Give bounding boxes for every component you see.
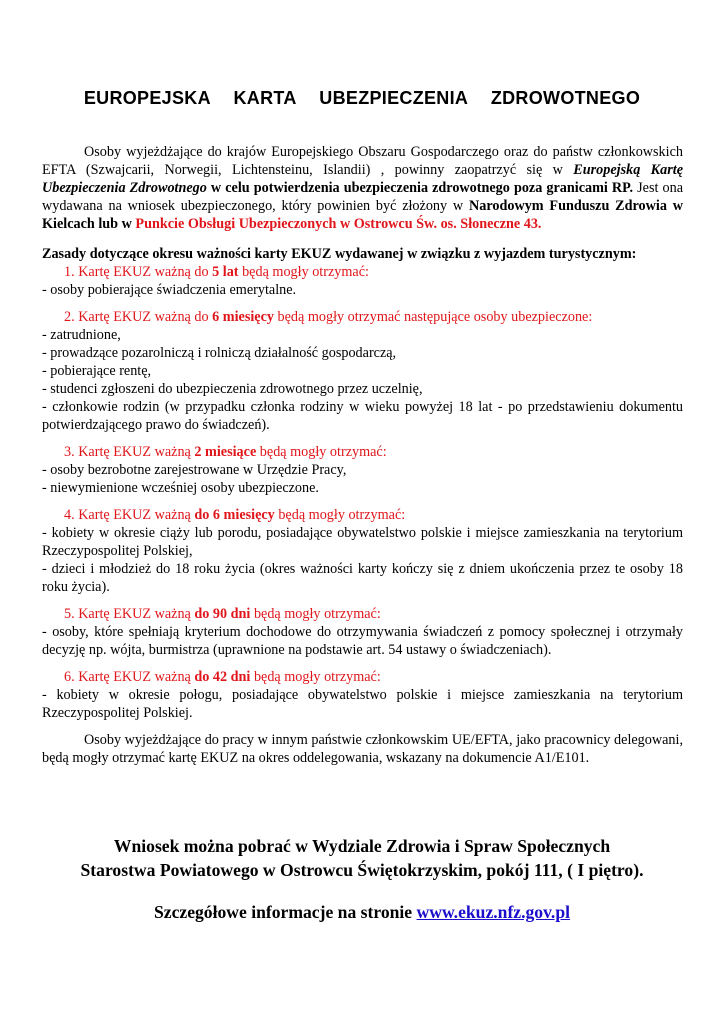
application-info <box>0 834 724 882</box>
rule-item-suffix: będą mogły otrzymać: <box>238 264 369 280</box>
rule-item-eligible-group: - prowadzące pozarolniczą i rolniczą działalność gospodarczą, <box>42 345 397 361</box>
rule-item <box>42 668 683 722</box>
intro-service-point: Punkcie Obsługi Ubezpieczonych w Ostrowcu Św. os. Słoneczne 43. <box>135 216 542 232</box>
intro-nfz-office: Narodowym Funduszu Zdrowia w Kielcach lub w <box>42 198 683 232</box>
intro-text-2: Jest ona wydawana na wniosek ubezpieczonego, który powinien być złożony w <box>42 180 684 214</box>
rule-item <box>42 605 683 659</box>
rule-item-period: do 42 dni <box>194 669 251 685</box>
rule-item-heading <box>42 308 683 326</box>
rule-item-prefix: 1. Kartę EKUZ ważną do <box>64 264 213 280</box>
rule-item-prefix: 2. Kartę EKUZ ważną do <box>64 309 213 325</box>
work-note: Osoby wyjeżdżające do pracy w innym państwie członkowskim UE/EFTA, jako pracownicy delegowani, będą mogły otrzymać kartę EKUZ na okres oddelegowania, wskazany na dokumencie A1/E101. <box>42 732 683 766</box>
rule-item-heading <box>42 263 683 281</box>
intro-text-1: Osoby wyjeżdżające do krajów Europejskiego Obszaru Gospodarczego oraz do państw członkowskich EFTA (Szwajcarii, Norwegii, Lichtensteinu, Islandii) , powinny zaopatrzyć się w <box>42 144 683 178</box>
rule-item-period: do 6 miesięcy <box>194 507 275 523</box>
rule-item-heading <box>42 668 683 686</box>
rule-item-period: 5 lat <box>212 264 239 280</box>
ekuz-website-link[interactable]: www.ekuz.nfz.gov.pl <box>416 902 571 922</box>
rule-item-prefix: 5. Kartę EKUZ ważną <box>64 606 195 622</box>
rule-item-period: do 90 dni <box>194 606 251 622</box>
rules-heading: Zasady dotyczące okresu ważności karty EKUZ wydawanej w związku z wyjazdem turystycznym: <box>42 246 637 262</box>
rule-item-prefix: 3. Kartę EKUZ ważną <box>64 444 195 460</box>
rule-item-eligible-group: - zatrudnione, <box>42 327 121 343</box>
rule-item-suffix: będą mogły otrzymać: <box>250 606 381 622</box>
rule-item-eligible-group: - studenci zgłoszeni do ubezpieczenia zdrowotnego przez uczelnię, <box>42 381 423 397</box>
application-info-line-2: Starostwa Powiatowego w Ostrowcu Świętokrzyskim, pokój 111, ( I piętro). <box>80 860 644 880</box>
rule-item-eligible-group: - pobierające rentę, <box>42 363 152 379</box>
rule-item-heading <box>42 506 683 524</box>
rule-item <box>42 263 683 299</box>
rule-item-suffix: będą mogły otrzymać: <box>274 507 406 523</box>
rule-item-eligible-group: - osoby pobierające świadczenia emerytalne. <box>42 282 297 298</box>
rule-item-eligible-group: - osoby bezrobotne zarejestrowane w Urzędzie Pracy, <box>42 462 347 478</box>
rule-item-eligible-group: - osoby, które spełniają kryterium dochodowe do otrzymywania świadczeń z pomocy społecznej i otrzymały decyzję np. wójta, burmistrza (uprawnione na podstawie art. 54 ustawy o świadczeniach). <box>42 624 683 658</box>
rule-item-eligible-group: - członkowie rodzin (w przypadku członka rodziny w wieku powyżej 18 lat - po przedstawieniu dokumentu potwierdzającego prawo do świadczeń). <box>42 399 683 433</box>
rule-item-eligible-group: - dzieci i młodzież do 18 roku życia (okres ważności karty kończy się z dniem ukończenia przez te osoby 18 roku życia). <box>42 561 683 595</box>
document-body <box>42 143 683 767</box>
rule-item-period: 6 miesięcy <box>212 309 274 325</box>
rule-item-suffix: będą mogły otrzymać następujące osoby ubezpieczone: <box>273 309 593 325</box>
rule-item-prefix: 4. Kartę EKUZ ważną <box>64 507 195 523</box>
document-title: EUROPEJSKA KARTA UBEZPIECZENIA ZDROWOTNEGO <box>83 88 641 108</box>
rule-item-suffix: będą mogły otrzymać: <box>256 444 387 460</box>
rule-item-prefix: 6. Kartę EKUZ ważną <box>64 669 195 685</box>
intro-card-name: Europejską Kartę Ubezpieczenia Zdrowotnego <box>42 162 684 196</box>
rule-item-heading <box>42 443 683 461</box>
rule-item-eligible-group: - kobiety w okresie połogu, posiadające obywatelstwo polskie i miejsce zamieszkania na terytorium Rzeczypospolitej Polskiej. <box>42 687 683 721</box>
details-info <box>0 900 724 924</box>
application-info-line-1: Wniosek można pobrać w Wydziale Zdrowia i Spraw Społecznych <box>113 836 611 856</box>
rule-item <box>42 506 683 596</box>
rule-item <box>42 308 683 434</box>
rule-item-heading <box>42 605 683 623</box>
rule-item-suffix: będą mogły otrzymać: <box>250 669 381 685</box>
rule-item-eligible-group: - niewymienione wcześniej osoby ubezpieczone. <box>42 480 319 496</box>
rule-item-eligible-group: - kobiety w okresie ciąży lub porodu, posiadające obywatelstwo polskie i miejsce zamieszkania na terytorium Rzeczypospolitej Polskiej, <box>42 525 683 559</box>
rule-item <box>42 443 683 497</box>
details-info-text: Szczegółowe informacje na stronie <box>153 902 417 922</box>
rules-list <box>42 263 683 722</box>
intro-paragraph <box>42 143 683 233</box>
rule-item-period: 2 miesiące <box>194 444 257 460</box>
intro-purpose: w celu potwierdzenia ubezpieczenia zdrowotnego poza granicami RP. <box>206 180 634 196</box>
